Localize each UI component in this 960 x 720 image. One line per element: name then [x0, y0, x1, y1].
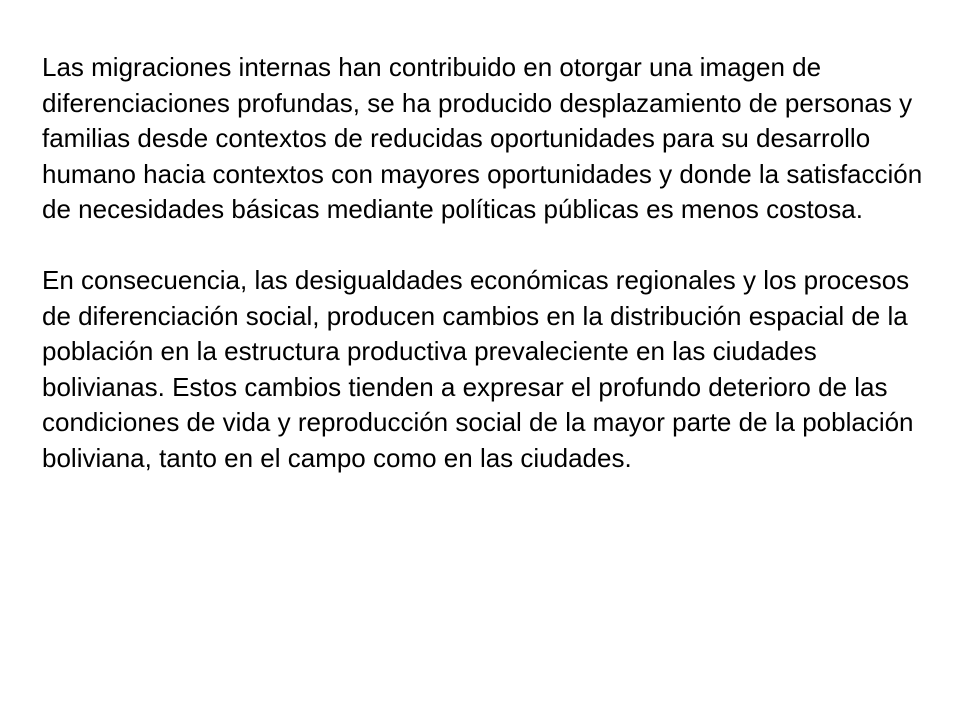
paragraph-consecuencia: En consecuencia, las desigualdades económicas regionales y los procesos de diferenciación social, producen cambios en la distribución espacial de la población en la estructura productiva prevaleciente en las ciudades bolivianas. Estos cambios tienden a expresar el profundo deterioro de las condiciones de vida y reproducción social de la mayor parte de la población boliviana, tanto en el campo como en las ciudades. — [42, 265, 914, 473]
paragraph-migraciones: Las migraciones internas han contribuido en otorgar una imagen de diferenciaciones profundas, se ha producido desplazamiento de personas y familias desde contextos de reducidas oportunidades para su desarrollo humano hacia contextos con mayores oportunidades y donde la satisfacción de necesidades básicas mediante políticas públicas es menos costosa. — [42, 52, 923, 224]
paragraph-spacer — [42, 228, 932, 264]
slide-text-body — [42, 50, 932, 476]
